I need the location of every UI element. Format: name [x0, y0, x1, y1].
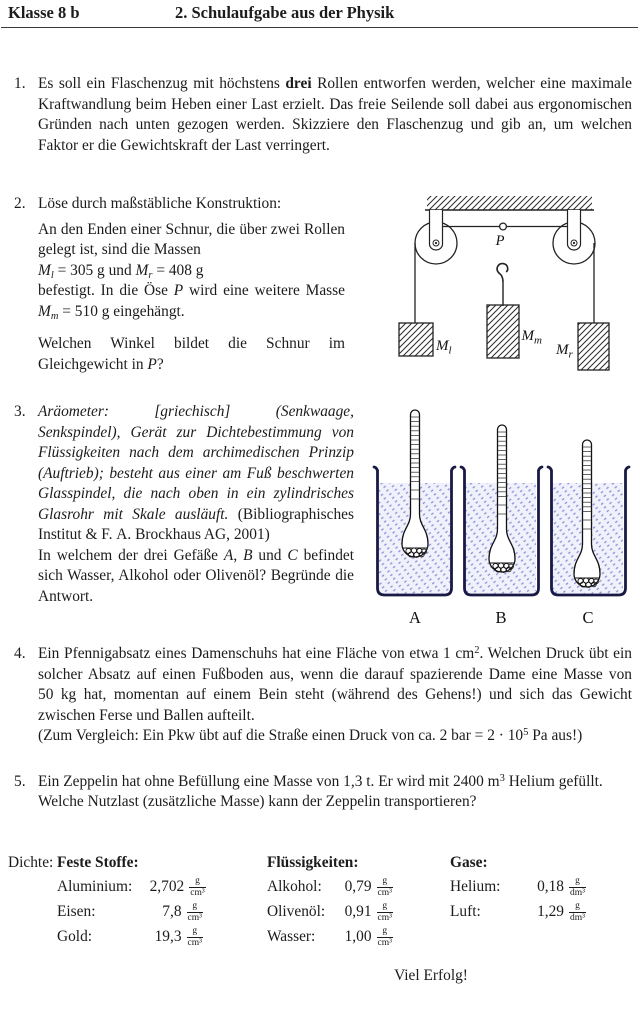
table-row: Aluminium: 2,702 $\frac{g}{\text{cm³}}$ — [57, 875, 205, 898]
gases-header: Gase: — [450, 853, 488, 871]
hydrometer-figure — [370, 402, 632, 630]
label-Ml: $M_l$ — [436, 338, 452, 357]
problem-4-text: Ein Pfennigabsatz eines Damenschuhs hat eine Fläche von etwa 1 $cm^2$. Welchen Druck übt ein solcher Absatz auf einen Fußboden aus, wenn die darauf spazierende Dame eine Masse von 50 kg hat, momentan auf einem Bein steht (während des Gehens!) und sich das Gewicht zwischen Ferse und Ballen aufteilt. (Zum Vergleich: Ein Pkw übt auf die Straße einen Druck von ca. 2 bar = $2 \cdot 10^5$ Pa aus!) — [38, 645, 632, 744]
unit-fraction: $\frac{g}{\text{cm³}}$ — [377, 875, 392, 898]
unit-fraction: $\frac{g}{\text{cm³}}$ — [187, 925, 202, 948]
mass-left-block — [399, 323, 433, 356]
point-P-ring — [500, 223, 507, 230]
table-row: Alkohol: 0,79 $\frac{g}{\text{cm³}}$ — [267, 875, 392, 898]
left-axle-dot — [435, 242, 437, 244]
density-group-liquids — [267, 853, 450, 950]
closing-message: Viel Erfolg! — [394, 966, 468, 984]
table-row: Gold: 19,3 $\frac{g}{\text{cm³}}$ — [57, 925, 202, 948]
problem-5-text: Ein Zeppelin hat ohne Befüllung eine Masse von 1,3 t. Er wird mit 2400 $m^3$ Helium gefüllt. Welche Nutzlast (zusätzliche Masse) kann der Zeppelin transportieren? — [38, 772, 603, 810]
right-axle-dot — [573, 242, 575, 244]
problem-1 — [14, 74, 632, 156]
mass-middle-block — [487, 305, 519, 358]
page-header — [0, 0, 640, 28]
hook — [497, 264, 508, 282]
label-A: A — [409, 608, 421, 627]
problem-2-text — [38, 194, 345, 375]
problem-4-number: 4. — [14, 645, 26, 662]
problem-3 — [14, 402, 632, 630]
problem-1-number: 1. — [14, 75, 26, 92]
unit-fraction: $\frac{g}{\text{dm³}}$ — [570, 900, 585, 923]
problem-2-paragraph-2: Welchen Winkel bildet die Schnur im Gleichgewicht in P? — [38, 335, 345, 373]
mass-right-block — [578, 323, 609, 370]
header-rule — [1, 27, 638, 28]
beaker-A — [374, 410, 455, 627]
beaker-B — [461, 425, 542, 627]
problem-2 — [14, 194, 632, 382]
beaker-C — [548, 440, 629, 627]
problem-1-text: Es soll ein Flaschenzug mit höchstens drei Rollen entworfen werden, welcher eine maximale Kraftwandlung beim Heben einer Last erzielt. Das freie Seilende soll dabei aus ergonomischen Gründen nach unten gezogen werden. Skizziere den Flaschenzug und gib an, um welchen Faktor er die Gewichtskraft der Last verringert. — [38, 75, 632, 154]
density-group-solids — [57, 853, 267, 950]
label-Mr: $M_r$ — [556, 342, 573, 361]
unit-fraction: $\frac{g}{\text{cm³}}$ — [377, 925, 392, 948]
density-label: Dichte: — [8, 853, 54, 871]
class-label: Klasse 8 b — [8, 3, 80, 22]
table-row: Olivenöl: 0,91 $\frac{g}{\text{cm³}}$ — [267, 900, 392, 923]
problem-3-number: 3. — [14, 403, 26, 420]
liquids-header: Flüssigkeiten: — [267, 853, 359, 871]
table-row: Eisen: 7,8 $\frac{g}{\text{cm³}}$ — [57, 900, 202, 923]
label-B: B — [495, 608, 507, 627]
label-C: C — [582, 608, 594, 627]
unit-fraction: $\frac{g}{\text{dm³}}$ — [570, 875, 585, 898]
problem-3-text: Aräometer: [griechisch] (Senkwaage, Senkspindel), Gerät zur Dichtebestimmung von Flüssigkeiten nach dem archimedischen Prinzip (Auftrieb); besteht aus einer am Fuß beschwerten Glasspindel, die nach oben in ein zylindrisches Glasrohr mit Skale ausläuft. (Bibliographisches Institut & F. A. Brockhaus AG, 2001) In welchem der drei Gefäße A, B und C befindet sich Wasser, Alkohol oder Olivenöl? Begründe die Antwort. — [38, 403, 355, 605]
page-title: 2. Schulaufgabe aus der Physik — [175, 3, 395, 22]
label-Mm: $M_m$ — [521, 328, 542, 347]
pulley-figure — [397, 194, 632, 382]
solids-header: Feste Stoffe: — [57, 853, 139, 871]
unit-fraction: $\frac{g}{\text{cm³}}$ — [377, 900, 392, 923]
label-P: P — [495, 233, 505, 249]
problem-4 — [14, 644, 632, 747]
table-row: Wasser: 1,00 $\frac{g}{\text{cm³}}$ — [267, 925, 392, 948]
problem-5-number: 5. — [14, 772, 26, 790]
table-row: Helium: 0,18 $\frac{g}{\text{dm³}}$ — [450, 875, 585, 898]
problem-2-paragraph-1: An den Enden einer Schnur, die über zwei Rollen gelegt ist, sind die Massen $M_l = 305$ g und $M_r = 408$ g befestigt. In die Öse P wird eine weitere Masse $M_m = 510$ g eingehängt. — [38, 220, 345, 322]
problem-2-number: 2. — [14, 195, 26, 212]
table-row: Luft: 1,29 $\frac{g}{\text{dm³}}$ — [450, 900, 585, 923]
unit-fraction: $\frac{g}{\text{cm³}}$ — [190, 875, 205, 898]
unit-fraction: $\frac{g}{\text{cm³}}$ — [187, 900, 202, 923]
ceiling-hatch — [427, 196, 592, 210]
problem-5 — [14, 772, 632, 813]
problem-2-intro: Löse durch maßstäbliche Konstruktion: — [38, 195, 282, 212]
density-table — [8, 853, 640, 950]
density-group-gases — [450, 853, 600, 950]
